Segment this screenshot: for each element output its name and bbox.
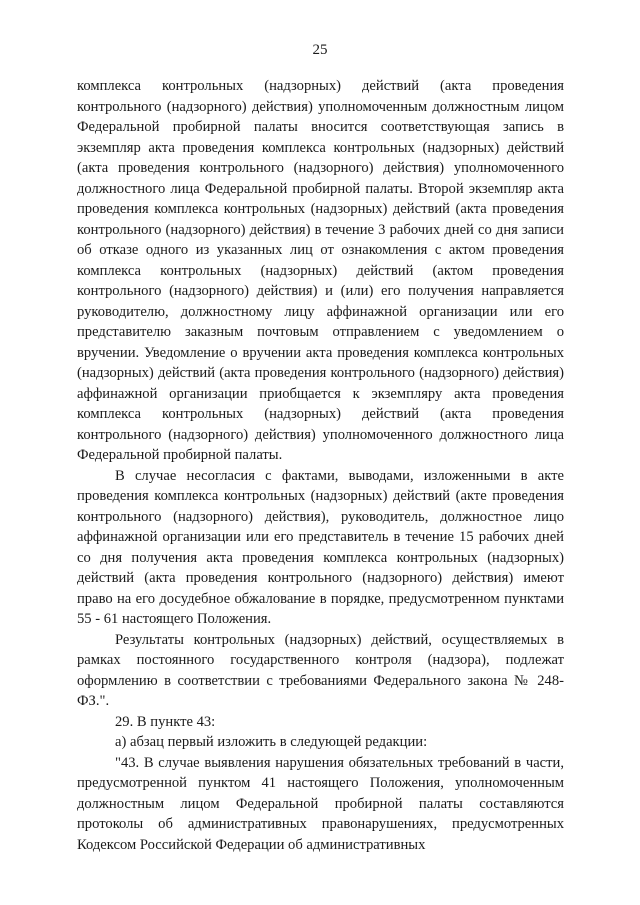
page-number: 25 — [312, 42, 328, 58]
document-body — [77, 76, 564, 855]
paragraph: В случае несогласия с фактами, выводами, изложенными в акте проведения комплекса контрольных (надзорных) действий (акте проведения контрольного (надзорного) действия), руководитель, должностное лицо аффинажной организации или его представитель в течение 15 рабочих дней со дня получения акта проведения комплекса контрольных (надзорных) действий (акта проведения контрольного (надзорного) действия) имеют право на его досудебное обжалование в порядке, предусмотренном пунктами 55 - 61 настоящего Положения. — [77, 467, 564, 627]
paragraph: 29. В пункте 43: — [115, 713, 216, 730]
paragraph: комплекса контрольных (надзорных) действий (акта проведения контрольного (надзорного) действия) уполномоченным должностным лицом Федеральной пробирной палаты вносится соответствующая запись в экземпляр акта проведения комплекса контрольных (надзорных) действий (акта проведения контрольного (надзорного) действия) уполномоченного должностного лица Федеральной пробирной палаты. Второй экземпляр акта проведения комплекса контрольных (надзорных) действий (акта проведения контрольного (надзорного) действия) в течение 3 рабочих дней со дня записи об отказе одного из указанных лиц от ознакомления с актом проведения комплекса контрольных (надзорных) действий (актом проведения контрольного (надзорного) действия) и (или) его получения направляется руководителю, должностному лицу аффинажной организации или его представителю заказным почтовым отправлением с уведомлением о вручении. Уведомление о вручении акта проведения комплекса контрольных (надзорных) действий (акта проведения контрольного (надзорного) действия) аффинажной организации приобщается к экземпляру акта проведения комплекса контрольных (надзорных) действий (акта проведения контрольного (надзорного) действия) уполномоченного должностного лица Федеральной пробирной палаты. — [77, 78, 564, 463]
paragraph: Результаты контрольных (надзорных) действий, осуществляемых в рамках постоянного государственного контроля (надзора), подлежат оформлению в соответствии с требованиями Федерального закона № 248-ФЗ.". — [77, 631, 564, 709]
paragraph: а) абзац первый изложить в следующей редакции: — [115, 734, 428, 750]
paragraph: "43. В случае выявления нарушения обязательных требований в части, предусмотренной пунктом 41 настоящего Положения, уполномоченным должностным лицом Федеральной пробирной палаты составляются протоколы об административных правонарушениях, предусмотренных Кодексом Российской Федерации об административных — [77, 754, 564, 853]
